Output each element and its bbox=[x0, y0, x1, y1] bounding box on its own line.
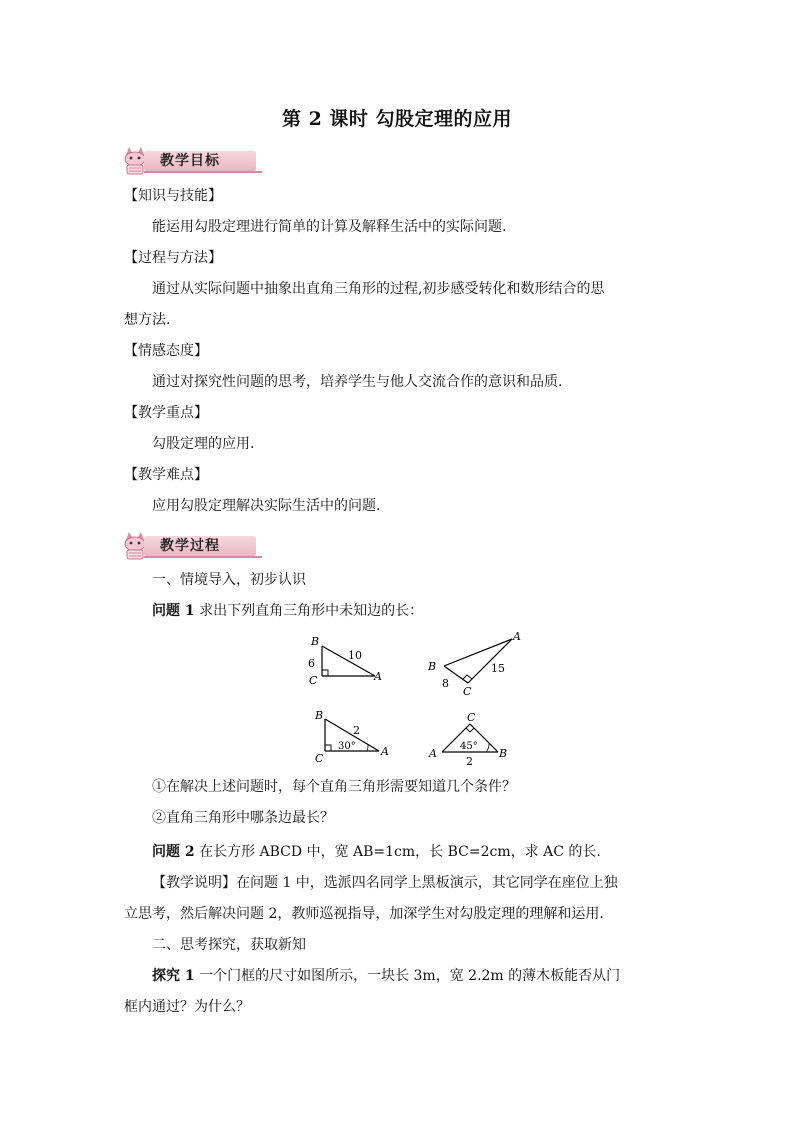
method-text-line-2: 想方法. bbox=[124, 312, 171, 328]
triangle-2-figure bbox=[420, 628, 540, 698]
tri1-side-bc: 6 bbox=[308, 657, 315, 670]
tri2-side-bc: 8 bbox=[442, 677, 449, 690]
difficulty-text: 应用勾股定理解决实际生活中的问题. bbox=[152, 498, 381, 514]
triangle-3-figure bbox=[305, 705, 400, 765]
tri4-vertex-b: B bbox=[499, 747, 508, 760]
tri1-vertex-c: C bbox=[309, 674, 318, 687]
key-heading: 【教学重点】 bbox=[124, 405, 208, 421]
key-text: 勾股定理的应用. bbox=[152, 436, 255, 452]
question-1-text: 求出下列直角三角形中未知边的长： bbox=[194, 603, 424, 619]
section-title-objectives: 教学目标 bbox=[160, 153, 220, 169]
tri2-vertex-c: C bbox=[463, 685, 472, 698]
step2-heading: 二、思考探究，获取新知 bbox=[152, 937, 306, 953]
section-title-process: 教学过程 bbox=[160, 538, 220, 554]
question-1 bbox=[152, 601, 423, 621]
teaching-note-line-1: 【教学说明】在问题 1 中，选派四名同学上黑板演示，其它同学在座位上独 bbox=[152, 875, 618, 891]
explore-1-label: 探究 1 bbox=[152, 968, 195, 984]
question-2-text: 在长方形 ABCD 中，宽 AB=1cm，长 BC=2cm，求 AC 的长. bbox=[194, 844, 601, 860]
tri1-vertex-b: B bbox=[311, 635, 320, 648]
tri1-vertex-a: A bbox=[374, 670, 382, 683]
attitude-text: 通过对探究性问题的思考，培养学生与他人交流合作的意识和品质. bbox=[152, 374, 563, 390]
tri4-vertex-a: A bbox=[429, 747, 437, 760]
teaching-note-line-2: 立思考，然后解决问题 2，教师巡视指导，加深学生对勾股定理的理解和运用. bbox=[124, 906, 604, 922]
knowledge-text: 能运用勾股定理进行简单的计算及解释生活中的实际问题. bbox=[152, 219, 507, 235]
explore-1-text: 一个门框的尺寸如图所示，一块长 3m，宽 2.2m 的薄木板能否从门 bbox=[194, 968, 621, 984]
question-2-label: 问题 2 bbox=[152, 844, 195, 860]
triangle-4-figure bbox=[422, 708, 522, 770]
tri1-side-ab: 10 bbox=[348, 649, 362, 662]
tri2-vertex-b: B bbox=[428, 660, 437, 673]
step1-heading: 一、情境导入，初步认识 bbox=[152, 572, 306, 588]
method-text-line-1: 通过从实际问题中抽象出直角三角形的过程,初步感受转化和数形结合的思 bbox=[152, 281, 605, 297]
explore-1 bbox=[152, 966, 620, 986]
page-title: 第 2 课时 勾股定理的应用 bbox=[281, 108, 513, 130]
method-heading: 【过程与方法】 bbox=[124, 250, 222, 266]
explore-1-text-line-2: 框内通过？为什么？ bbox=[124, 999, 250, 1015]
tri2-side-ac: 15 bbox=[491, 662, 505, 675]
tri4-vertex-c: C bbox=[467, 711, 476, 724]
question-2 bbox=[152, 842, 601, 862]
sub-question-2: ②直角三角形中哪条边最长？ bbox=[152, 810, 334, 826]
difficulty-heading: 【教学难点】 bbox=[124, 467, 208, 483]
section-banner-process bbox=[120, 530, 260, 560]
tri3-side-ab: 2 bbox=[353, 724, 360, 737]
tri4-side-ab: 2 bbox=[466, 755, 473, 768]
tri4-angle: 45° bbox=[460, 741, 478, 752]
tri3-angle: 30° bbox=[338, 741, 356, 752]
tri3-vertex-c: C bbox=[315, 752, 324, 765]
section-banner-objectives bbox=[120, 145, 260, 175]
question-1-label: 问题 1 bbox=[152, 603, 195, 619]
attitude-heading: 【情感态度】 bbox=[124, 343, 208, 359]
tri3-vertex-b: B bbox=[315, 709, 324, 722]
tri3-vertex-a: A bbox=[381, 745, 389, 758]
tri2-vertex-a: A bbox=[513, 630, 521, 643]
sub-question-1: ①在解决上述问题时，每个直角三角形需要知道几个条件？ bbox=[152, 779, 516, 795]
knowledge-heading: 【知识与技能】 bbox=[124, 188, 222, 204]
triangle-1-figure bbox=[300, 630, 400, 690]
